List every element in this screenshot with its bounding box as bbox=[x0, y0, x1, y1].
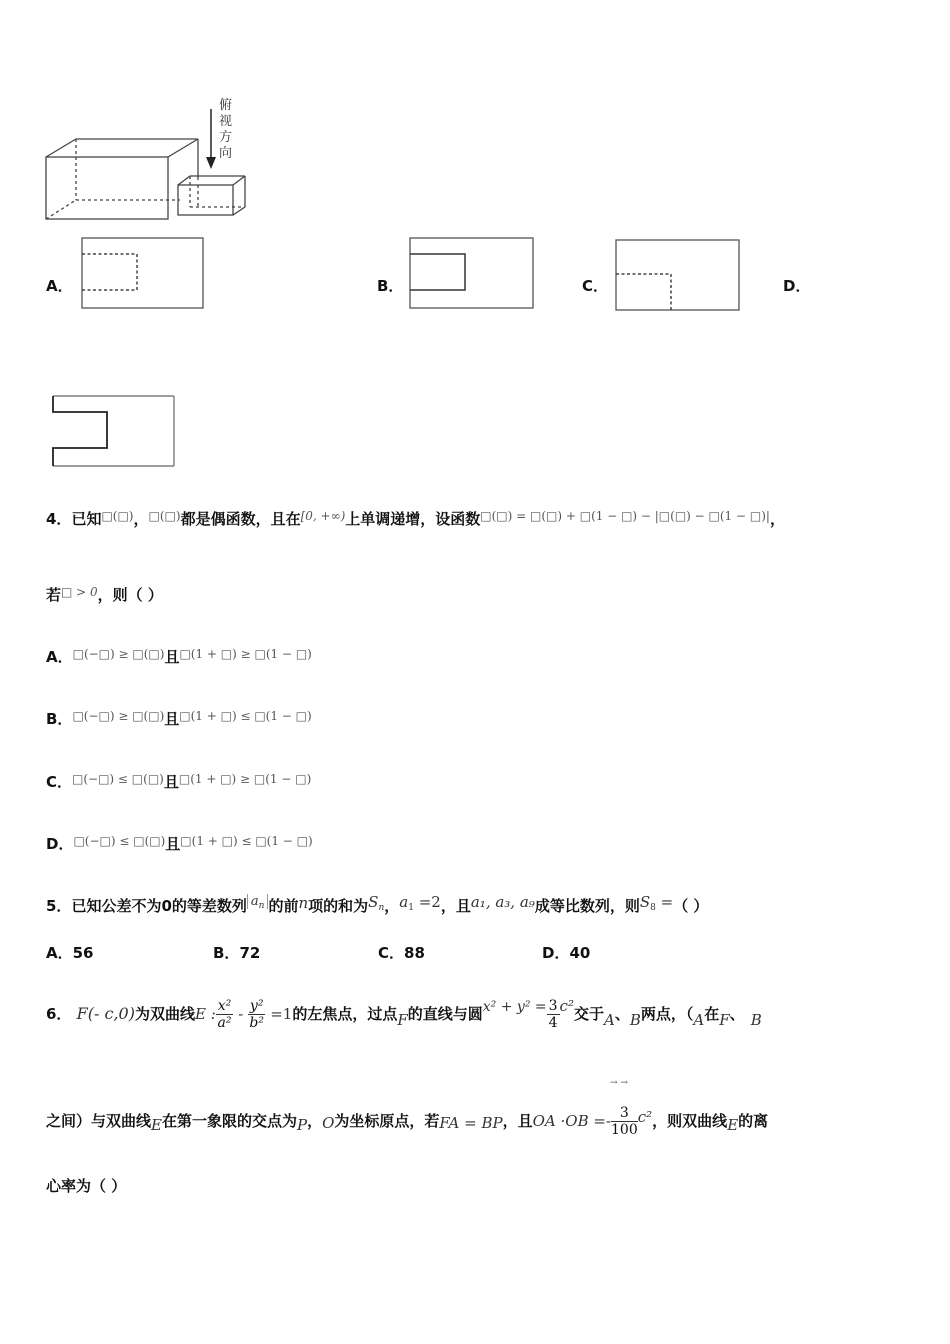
vector-arrows: → → bbox=[610, 1078, 628, 1088]
q5-number: 5． bbox=[46, 897, 72, 915]
q4-option-c[interactable]: C．□(−□) ≤ □(□)且$^{□(1 + □) \ge □(1 - □)}$ bbox=[46, 772, 312, 791]
q4-stem-line2: 若$^{□ > 0}$，则（ ） bbox=[46, 585, 163, 604]
q6-stem-line1: 6． F(- c,0)为双曲线E : $\frac{\text{x²}}{\text{a²}}$ - $\frac{\text{y²}}{\text{b²}}$ =1的左焦点，过点F的直线与圆x² + y² = $\frac{3}{4}$ c²交于A、B两点，（A在F、 B bbox=[46, 997, 762, 1031]
q6-number: 6． bbox=[46, 1005, 72, 1023]
3d-box-figure bbox=[40, 95, 290, 230]
q6-stem-line3: 心率为（ ） bbox=[46, 1177, 127, 1195]
q5-option-d[interactable]: D．40 bbox=[542, 944, 591, 962]
q3-option-b-figure[interactable] bbox=[408, 236, 536, 310]
q5-option-a[interactable]: A．56 bbox=[46, 944, 94, 962]
q3-option-d-label[interactable]: D． bbox=[783, 277, 811, 295]
arrow-head-icon bbox=[206, 157, 216, 169]
q3-option-d-figure[interactable] bbox=[49, 394, 181, 470]
q3-option-c-figure[interactable] bbox=[614, 238, 742, 314]
q4-option-b[interactable]: B．□(−□) ≥ □(□)且$^{□(1 + □) \le □(1 - □)}$ bbox=[46, 709, 312, 728]
q5-stem: 5．已知公差不为0的等差数列 $a_n$ 的前n项的和为$S_n$，$a_1 =2$，且a₁, a₃, a₉成等比数列，则$S_8$ =（ ） bbox=[46, 893, 709, 915]
q4-option-a[interactable]: A．□(−□) ≥ □(□)且$^{□(1 + □) \ge □(1 - □)}$ bbox=[46, 647, 312, 666]
q3-option-b-label[interactable]: B． bbox=[377, 277, 404, 295]
q4-stem-line1: 4．已知□(□)，□(□)都是偶函数，且在$^{[0, +\infty)}$上单调递增，设函数$^{□(□) = □(□) + □(1 - □) - |□(□) - □(1 - □)|}$， bbox=[46, 509, 785, 528]
q3-option-a-label[interactable]: A． bbox=[46, 277, 73, 295]
q4-number: 4． bbox=[46, 510, 72, 528]
q6-stem-line2: 之间）与双曲线E在第一象限的交点为P，O为坐标原点，若FA = BP，且OA ·OB =- $\frac{3}{100}$ c²，则双曲线E的离 bbox=[46, 1105, 769, 1138]
q4-option-d[interactable]: D．□(−□) ≤ □(□)且$^{□(1 + □) \le □(1 - □)}$ bbox=[46, 834, 313, 853]
q3-option-a-figure[interactable] bbox=[80, 236, 206, 310]
q5-option-c[interactable]: C．88 bbox=[378, 944, 425, 962]
q3-option-c-label[interactable]: C． bbox=[582, 277, 609, 295]
q5-option-b[interactable]: B．72 bbox=[213, 944, 261, 962]
view-direction-label: 俯 视 方 向 bbox=[219, 98, 233, 161]
